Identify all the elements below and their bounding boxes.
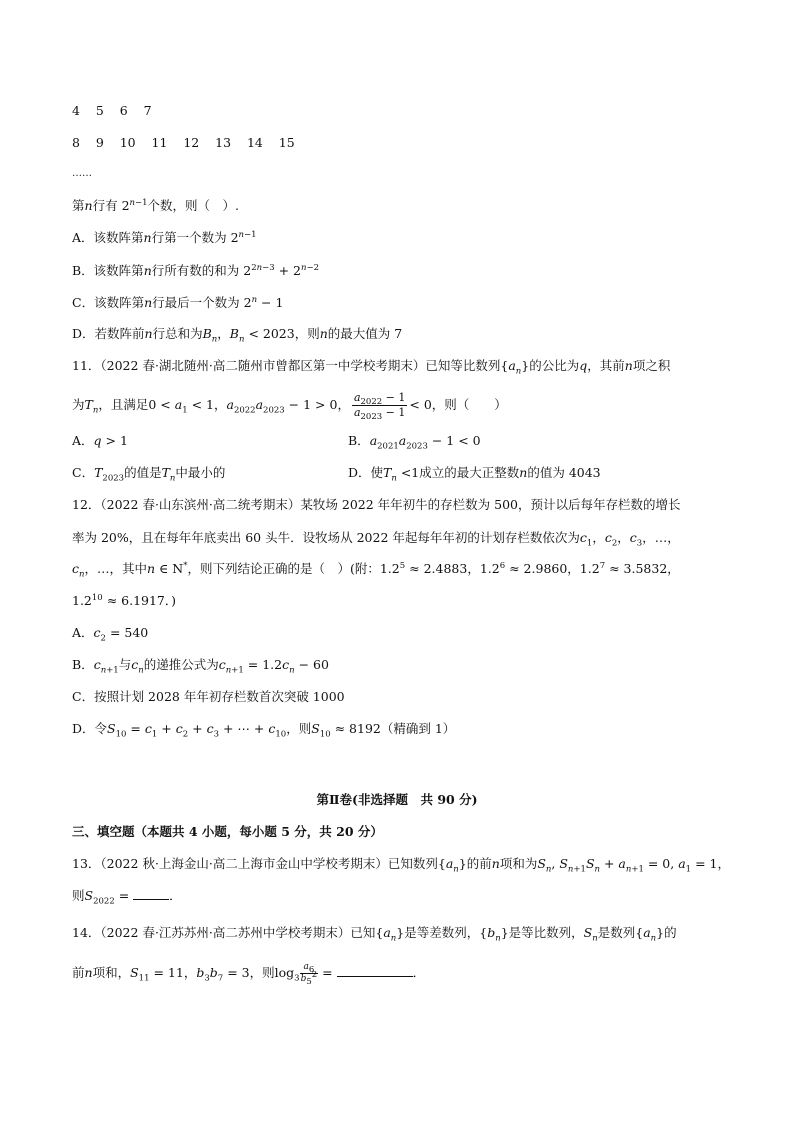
row4-item: 15 [278,135,295,150]
q12-line4: $1.2^{10} \approx 6.1917$．) [72,592,177,608]
q13-line1: 13．（2022 秋·上海金山·高二上海市金山中学校考期末）已知数列$\{a_n\}$的前n项和为$S_n$, $S_{n+1}S_n + a_{n+1} = 0$, $a_1 = 1$， [72,856,730,875]
q12-line2: 率为 20%，且在每年年底卖出 60 头牛．设牧场从 2022 年起每年年初的计划存栏数依次为$c_1$，$c_2$，$c_3$，…， [72,530,680,549]
q12-line1: 12．（2022 春·山东滨州·高二统考期末）某牧场 2022 年年初牛的存栏数为 500，预计以后每年存栏数的增长 [72,497,681,512]
q10-option-c: C．该数阵第n行最后一个数为 $2^n - 1$ [72,294,284,310]
q11-option-c: C．$T_{2023}$的值是$T_n$中最小的 [72,465,226,484]
q11-line2: 为$T_n$，且满足$0 < a_1 < 1$，$a_{2022}a_{2023} - 1 > 0$， $\frac{a_{2022} - 1}{a_{2023} - 1}$ < 0，则（ ） [72,391,507,423]
row4-item: 11 [151,135,168,150]
row4-item: 14 [246,135,263,150]
row3-item: 7 [143,103,152,118]
q12-option-b: B．$c_{n+1}$与$c_n$的递推公式为$c_{n+1} = 1.2c_n - 60$ [72,657,329,676]
row4-item: 10 [119,135,136,150]
q11-option-d: D．使$T_n <1$成立的最大正整数n的值为 4043 [348,465,601,484]
triangle-row-4 [72,133,295,153]
q11-option-b: B．$a_{2021}a_{2023} - 1 < 0$ [348,433,481,452]
q10-option-b: B．该数阵第n行所有数的和为 $2^{2n-3} + 2^{n-2}$ [72,262,320,278]
q11-option-a: A．q > 1 [72,433,128,448]
row3-item: 6 [119,103,128,118]
q10-option-a: A．该数阵第n行第一个数为 $2^{n-1}$ [72,229,257,245]
row4-item: 13 [215,135,232,150]
section-title: 第Ⅱ卷(非选择题 共 90 分) [316,792,478,807]
q14-fraction: $\frac{a_6}{b_5^2}$ [300,962,318,987]
q14-answer-blank[interactable] [337,964,413,977]
row4-item: 8 [72,135,80,150]
row4-item: 9 [95,135,104,150]
q13-line2: 则$S_{2022}$ = ． [72,888,182,907]
q12-option-d: D．令$S_{10} = c_1 + c_2 + c_3$ + ⋯ + $c_{10}$，则$S_{10} \approx 8192$（精确到 1） [72,721,456,740]
triangle-ellipsis: …… [72,168,92,179]
q10-stem: 第n行有 $2^{n-1}$个数，则（ ）. [72,197,240,213]
q14-line2: 前n项和，$S_{11} = 11$，$b_3b_7 = 3$，则$\log_3$ $\frac{a_6}{b_5^2}$ = ． [72,962,426,987]
q14-line1: 14．（2022 春·江苏苏州·高二苏州中学校考期末）已知$\{a_n\}$是等差数列，$\{b_n\}$是等比数列，$S_n$是数列$\{a_n\}$的 [72,925,677,944]
q10-option-d: D．若数阵前n行总和为$B_n$，$B_n < 2023$，则n的最大值为 7 [72,326,403,345]
triangle-row-3 [72,101,152,121]
row3-item: 4 [72,103,80,118]
row3-item: 5 [95,103,104,118]
q12-option-c: C．按照计划 2028 年年初存栏数首次突破 1000 [72,689,345,704]
q13-answer-blank[interactable] [133,887,169,900]
section-heading: 三、填空题（本题共 4 小题，每小题 5 分，共 20 分） [72,824,383,839]
q11-fraction: $\frac{a_{2022} - 1}{a_{2023} - 1}$ [353,391,406,423]
q11-line1: 11．（2022 春·湖北随州·高二随州市曾都区第一中学校考期末）已知等比数列$\{a_n\}$的公比为q，其前n项之积 [72,358,671,377]
row4-item: 12 [183,135,200,150]
q12-line3: $c_n$，…，其中n ∈ N*，则下列结论正确的是（ ）(附：$1.2^5 \approx 2.4883$，$1.2^6 \approx 2.9860$，$1.2^7 \approx 3.5832$， [72,560,680,580]
q12-option-a: A．$c_2 = 540$ [72,625,149,644]
